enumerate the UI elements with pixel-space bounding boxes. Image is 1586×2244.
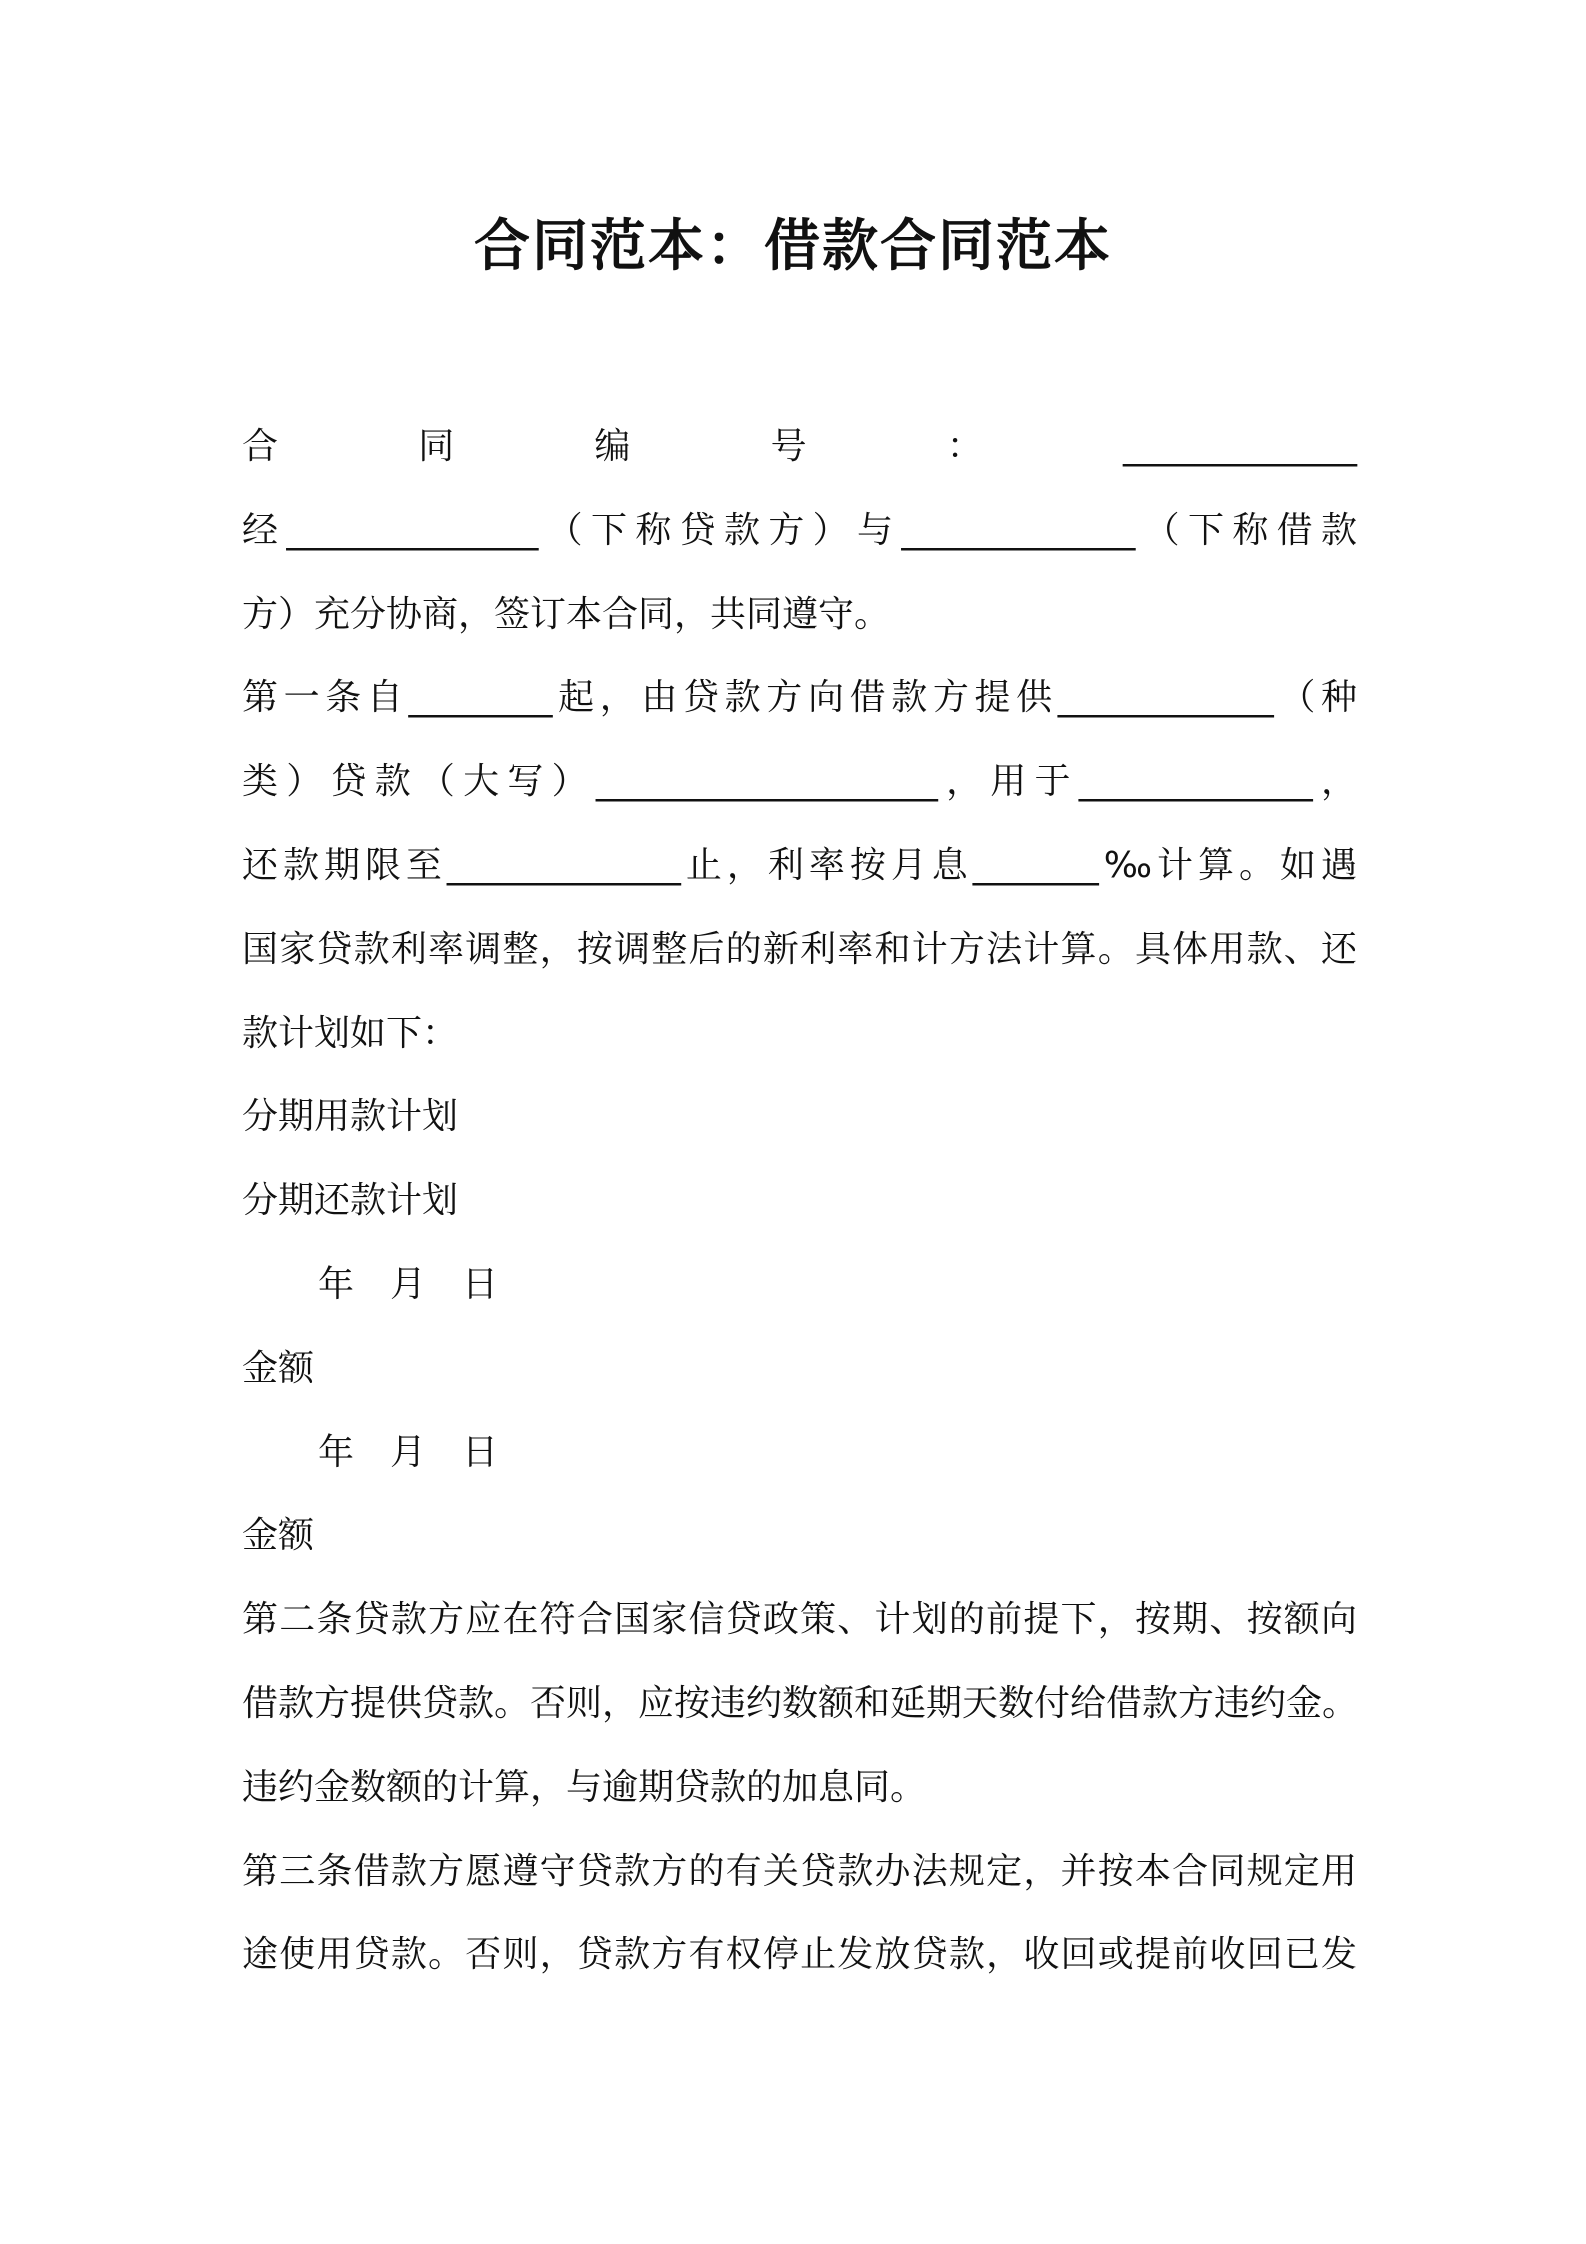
contract-body [242, 405, 1357, 1997]
article-2-line-2: 借款方提供贷款。否则，应按违约数额和延期天数付给借款方违约金。 [242, 1682, 1359, 1724]
article-1-line-2: 类）贷款（大写）___________________，用于_____________， [242, 761, 1357, 803]
plan-amount-row-2: 金额 [242, 1515, 315, 1557]
article-2-line-1: 第二条贷款方应在符合国家信贷政策、计划的前提下，按期、按额向 [242, 1599, 1357, 1641]
plan-amount-row-1: 金额 [242, 1347, 315, 1389]
plan-date-row-2: 年 月 日 [318, 1431, 499, 1473]
article-1-line-4: 国家贷款利率调整，按调整后的新利率和计方法计算。具体用款、还 [242, 928, 1357, 970]
repayment-plan-heading: 分期还款计划 [242, 1180, 459, 1222]
article-2-line-3: 违约金数额的计算，与逾期贷款的加息同。 [242, 1766, 927, 1808]
plan-date-row-1: 年 月 日 [318, 1263, 499, 1305]
parties-line-1: 经______________（下称贷款方）与_____________（下称借款 [242, 509, 1357, 551]
article-3-line-1: 第三条借款方愿遵守贷款方的有关贷款办法规定，并按本合同规定用 [242, 1850, 1357, 1892]
drawdown-plan-heading: 分期用款计划 [242, 1096, 459, 1138]
parties-line-2: 方）充分协商，签订本合同，共同遵守。 [242, 593, 891, 635]
article-1-line-1: 第一条自________起，由贷款方向借款方提供____________（种 [242, 677, 1357, 719]
contract-number-line: 合同编号：_____________ [242, 426, 1357, 467]
article-1-line-5: 款计划如下： [242, 1012, 459, 1054]
article-3-line-2: 途使用贷款。否则，贷款方有权停止发放贷款，收回或提前收回已发 [242, 1934, 1357, 1976]
document-title: 合同范本：借款合同范本 [474, 214, 1112, 279]
article-1-line-3: 还款期限至_____________止，利率按月息_______‰计算。如遇 [242, 844, 1357, 886]
